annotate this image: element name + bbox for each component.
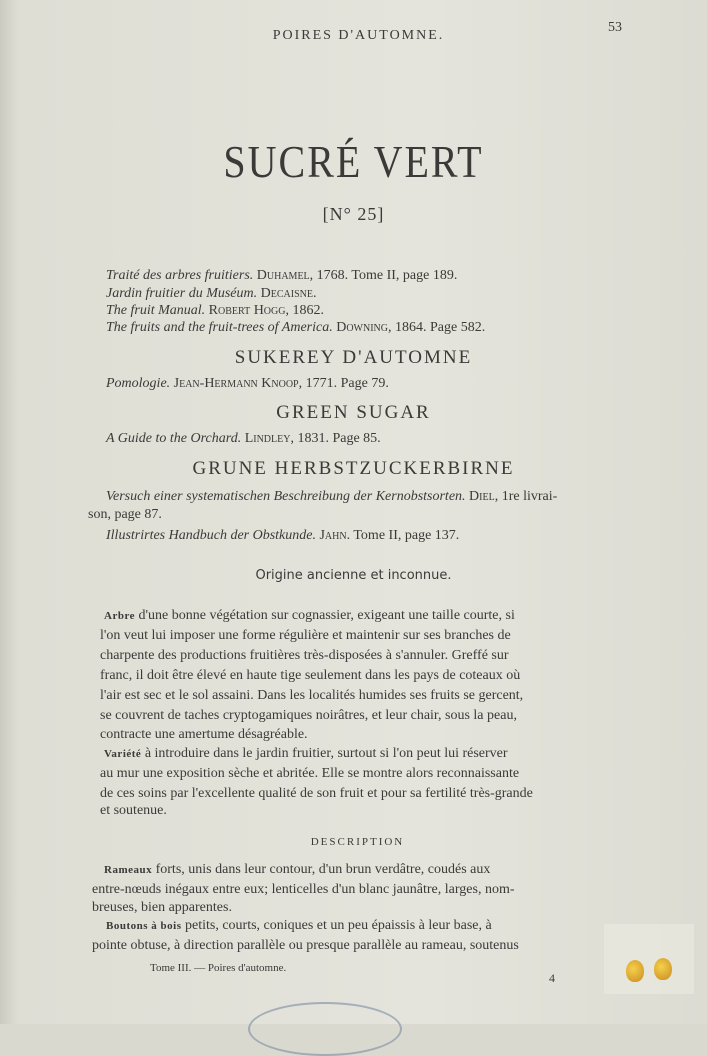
pear-icon [654,958,672,980]
paragraph-line: de ces soins par l'excellente qualité de son fruit et pour sa fertilité très-grande [100,786,533,801]
synonym-heading: GRUNE HERBSTZUCKERBIRNE [192,458,515,479]
paragraph-line: entre-nœuds inégaux entre eux; lenticelles d'un blanc jaunâtre, larges, nom- [92,882,515,897]
reference-line: Versuch einer systematischen Beschreibung der Kernobstsorten. Diel, 1re livrai- [106,489,558,504]
pear-thumbnail[interactable] [604,924,694,994]
paragraph-line: breuses, bien apparentes. [92,900,232,915]
reference-line: The fruits and the fruit-trees of America. Downing, 1864. Page 582. [106,320,486,335]
paragraph-line: charpente des productions fruitières très-disposées à s'annuler. Greffé sur [100,648,509,663]
paragraph-line: et soutenue. [100,803,167,818]
paragraph-line: se couvrent de taches cryptogamiques noirâtres, et leur chair, sous la peau, [100,708,517,723]
page-title: SUCRÉ VERT [223,135,484,188]
paragraph-line: contracte une amertume désagréable. [100,727,308,742]
description-heading: DESCRIPTION [310,836,405,848]
reference-line: Traité des arbres fruitiers. Duhamel, 1768. Tome II, page 189. [106,268,458,283]
paragraph-line: pointe obtuse, à direction parallèle ou presque parallèle au rameau, soutenus [92,938,519,953]
origin-heading: Origine ancienne et inconnue. [255,568,452,583]
footer-note: Tome III. — Poires d'automne. [150,962,287,974]
paragraph-line: Arbre d'une bonne végétation sur cognassier, exigeant une taille courte, si [104,608,515,623]
synonym-heading: SUKEREY D'AUTOMNE [234,347,473,368]
paragraph-line: au mur une exposition sèche et abritée. Elle se montre alors reconnaissante [100,766,520,781]
pear-icon [626,960,644,982]
signature-mark: 4 [549,971,555,985]
reference-line: The fruit Manual. Robert Hogg, 1862. [106,303,324,318]
page-number: 53 [608,20,622,35]
library-stamp [248,1002,402,1056]
reference-line: Pomologie. Jean-Hermann Knoop, 1771. Page 79. [106,376,389,391]
paragraph-line: Rameaux forts, unis dans leur contour, d'un brun verdâtre, coudés aux [104,862,491,877]
reference-line: son, page 87. [88,507,162,522]
reference-line: Jardin fruitier du Muséum. Decaisne. [106,286,317,301]
variety-number: [N° 25] [322,204,385,224]
synonym-heading: GREEN SUGAR [276,402,431,423]
paragraph-line: l'on veut lui imposer une forme régulière et maintenir sur ses branches de [100,628,511,643]
reference-line: A Guide to the Orchard. Lindley, 1831. Page 85. [106,431,381,446]
reference-line: Illustrirtes Handbuch der Obstkunde. Jahn. Tome II, page 137. [106,528,460,543]
paragraph-line: Boutons à bois petits, courts, coniques et un peu épaissis à leur base, à [106,918,492,933]
paragraph-line: l'air est sec et le sol assaini. Dans les localités humides ses fruits se gercent, [100,688,524,703]
paragraph-line: franc, il doit être élevé en haute tige seulement dans les pays de coteaux où [100,668,521,683]
running-head: POIRES D'AUTOMNE. [272,28,445,43]
paragraph-line: Variété à introduire dans le jardin fruitier, surtout si l'on peut lui réserver [104,746,508,761]
